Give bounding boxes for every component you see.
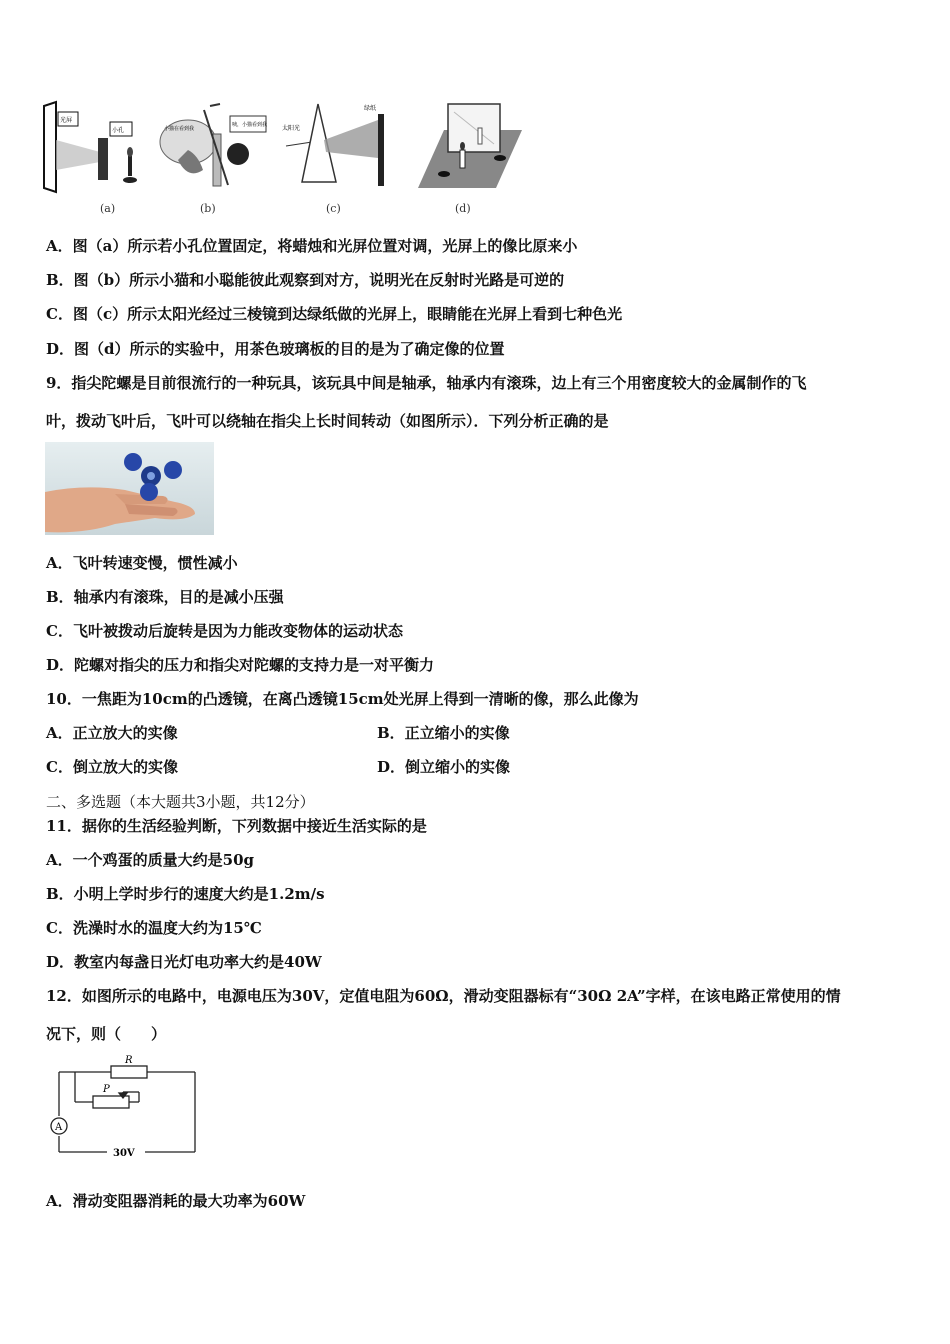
q11-option-b: B．小明上学时步行的速度大约是1.2m/s bbox=[46, 885, 325, 903]
q12-stem-1: 12．如图所示的电路中，电源电压为30V，定值电阻为60Ω，滑动变阻器标有“30Ω 2A”字样，在该电路正常使用的情 bbox=[46, 987, 841, 1005]
q10-stem: 10．一焦距为10cm的凸透镜，在离凸透镜15cm处光屏上得到一清晰的像，那么此像为 bbox=[46, 690, 639, 708]
q11-option-d: D．教室内每盏日光灯电功率大约是40W bbox=[46, 953, 322, 971]
q10-option-b: B．正立缩小的实像 bbox=[377, 724, 510, 742]
q9-option-c: C．飞叶被拨动后旋转是因为力能改变物体的运动状态 bbox=[46, 622, 403, 640]
voltage-label: 30V bbox=[113, 1148, 135, 1159]
section-heading: 二、多选题（本大题共3小题，共12分） bbox=[46, 793, 315, 811]
fig-caption-c: (c) bbox=[326, 202, 341, 215]
fig-b-label-2: 咦，小猫看到我 bbox=[232, 122, 268, 128]
q10-option-a: A．正立放大的实像 bbox=[46, 724, 178, 742]
q8-option-d: D．图（d）所示的实验中，用茶色玻璃板的目的是为了确定像的位置 bbox=[46, 340, 505, 358]
q12-stem-2: 况下，则（ ） bbox=[46, 1025, 167, 1043]
fig-caption-a: (a) bbox=[100, 202, 116, 215]
q8-figure-a bbox=[40, 100, 152, 195]
q11-option-a: A．一个鸡蛋的质量大约是50g bbox=[46, 851, 255, 869]
q12-option-a: A．滑动变阻器消耗的最大功率为60W bbox=[46, 1192, 306, 1210]
q10-option-c: C．倒立放大的实像 bbox=[46, 758, 178, 776]
q8-figure-d bbox=[414, 100, 526, 195]
fig-caption-b: (b) bbox=[200, 202, 216, 215]
q9-option-a: A．飞叶转速变慢，惯性减小 bbox=[46, 554, 238, 572]
fidget-spinner-image bbox=[45, 442, 214, 535]
q8-option-b: B．图（b）所示小猫和小聪能彼此观察到对方，说明光在反射时光路是可逆的 bbox=[46, 271, 565, 289]
ammeter-label: A bbox=[55, 1122, 63, 1133]
q11-option-c: C．洗澡时水的温度大约为15℃ bbox=[46, 919, 262, 937]
resistor-label: R bbox=[125, 1055, 133, 1066]
fig-c-label-sun: 太阳光 bbox=[282, 125, 301, 132]
q11-stem: 11．据你的生活经验判断，下列数据中接近生活实际的是 bbox=[46, 817, 427, 835]
fig-a-label-screen: 光屏 bbox=[60, 117, 73, 124]
q8-option-a: A．图（a）所示若小孔位置固定，将蜡烛和光屏位置对调，光屏上的像比原来小 bbox=[46, 237, 578, 255]
q9-option-d: D．陀螺对指尖的压力和指尖对陀螺的支持力是一对平衡力 bbox=[46, 656, 435, 674]
slider-label: P bbox=[103, 1084, 110, 1095]
q8-option-c: C．图（c）所示太阳光经过三棱镜到达绿纸做的光屏上，眼睛能在光屏上看到七种色光 bbox=[46, 305, 623, 323]
q10-option-d: D．倒立缩小的实像 bbox=[377, 758, 511, 776]
q9-stem-1: 9．指尖陀螺是目前很流行的一种玩具，该玩具中间是轴承，轴承内有滚珠，边上有三个用密度较大的金属制作的飞 bbox=[46, 374, 807, 392]
q9-option-b: B．轴承内有滚珠，目的是减小压强 bbox=[46, 588, 284, 606]
q9-stem-2: 叶，拨动飞叶后，飞叶可以绕轴在指尖上长时间转动（如图所示）．下列分析正确的是 bbox=[46, 412, 609, 430]
q8-figure-c bbox=[278, 100, 390, 195]
fig-c-label-green: 绿纸 bbox=[364, 105, 377, 112]
q8-figure-b bbox=[158, 100, 270, 195]
circuit-diagram bbox=[45, 1052, 205, 1164]
fig-a-label-hole: 小孔 bbox=[112, 127, 125, 134]
fig-caption-d: (d) bbox=[455, 202, 471, 215]
fig-b-label-1: 小猫在看到我 bbox=[164, 126, 195, 132]
